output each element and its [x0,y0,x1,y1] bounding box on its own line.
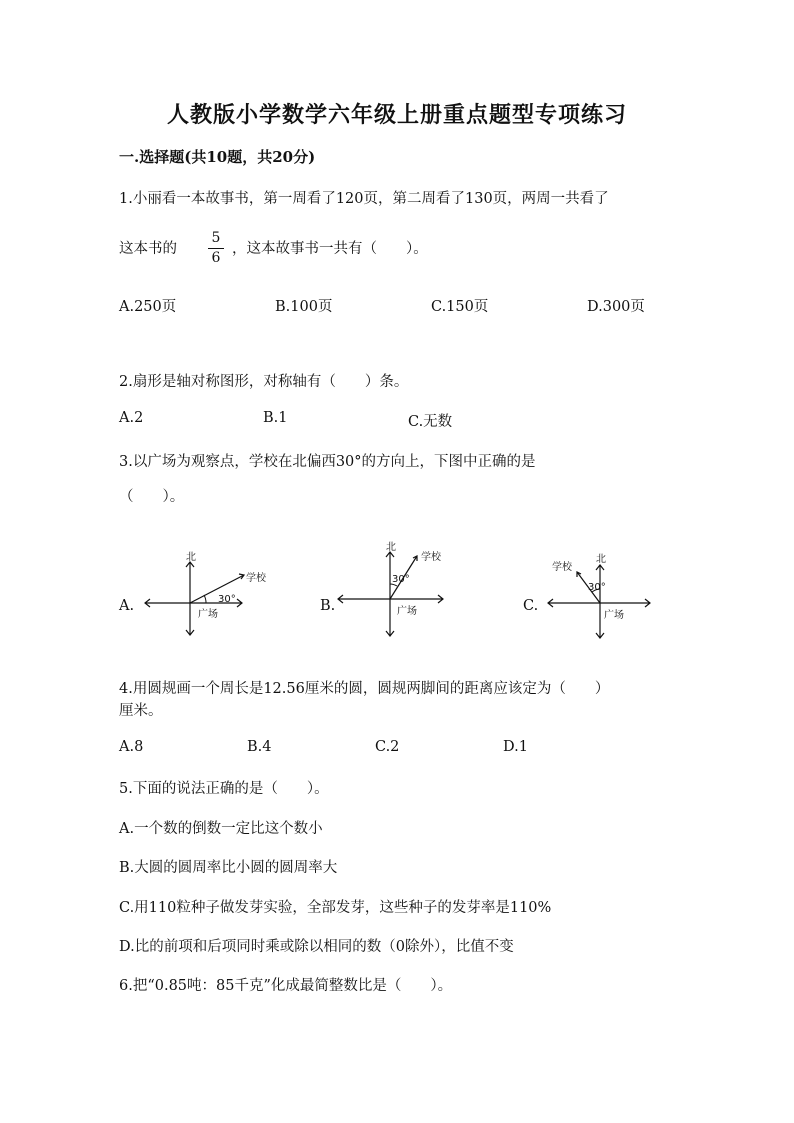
label-square: 广场 [397,606,417,617]
q1-option-d: D.300页 [587,299,645,315]
q5-option-d: D.比的前项和后项同时乘或除以相同的数（0除外），比值不变 [119,939,514,955]
question-3-blank: （ ）。 [119,489,185,505]
q4-option-b: B.4 [247,739,272,755]
label-north: 北 [596,554,606,565]
section-heading: 一.选择题(共10题，共20分) [119,148,316,166]
q2-option-a: A.2 [119,410,144,426]
label-school: 学校 [552,562,572,573]
question-6-text: 6.把“0.85吨：85千克”化成最简整数比是（ ）。 [119,978,453,994]
q1-option-b: B.100页 [275,299,333,315]
question-3-text: 3.以广场为观察点，学校在北偏西30°的方向上，下图中正确的是 [119,454,536,470]
question-2-text: 2.扇形是轴对称图形，对称轴有（ ）条。 [119,374,409,390]
label-school: 学校 [421,552,441,563]
direction-ray [190,575,244,603]
fraction-five-sixths [206,230,226,267]
q1-option-a: A.250页 [119,299,177,315]
q2-option-b: B.1 [263,410,288,426]
q3-option-c-label: C. [523,598,539,614]
question-1-text-post: ，这本故事书一共有（ ）。 [232,241,428,257]
angle-arc [204,595,206,603]
label-school: 学校 [246,573,266,584]
page-title: 人教版小学数学六年级上册重点题型专项练习 [166,102,627,128]
diagram-option-c [540,545,670,645]
label-angle: 30° [588,582,606,593]
q5-option-a: A.一个数的倒数一定比这个数小 [119,821,323,837]
diagram-option-a [140,550,270,640]
label-square: 广场 [604,610,624,621]
q4-option-d: D.1 [503,739,528,755]
diagram-option-b [335,540,465,640]
q5-option-b: B.大圆的圆周率比小圆的圆周率大 [119,860,338,876]
label-north: 北 [386,542,396,553]
q2-option-c: C.无数 [408,414,453,430]
q4-option-a: A.8 [119,739,144,755]
question-4-text-cont: 厘米。 [119,703,163,719]
question-5-text: 5.下面的说法正确的是（ ）。 [119,781,329,797]
question-1-text-pre: 这本书的 [119,241,177,257]
question-1-text: 1.小丽看一本故事书，第一周看了120页，第二周看了130页，两周一共看了 [119,191,609,207]
q5-option-c: C.用110粒种子做发芽实验，全部发芽，这些种子的发芽率是110% [119,900,552,916]
label-square: 广场 [198,609,218,620]
label-angle: 30° [218,594,236,605]
label-angle: 30° [392,574,410,585]
fraction-bar [208,248,224,249]
q4-option-c: C.2 [375,739,400,755]
label-north: 北 [186,552,196,563]
q3-option-a-label: A. [119,598,135,614]
q3-option-b-label: B. [320,598,336,614]
fraction-numerator: 5 [211,230,221,246]
fraction-denominator: 6 [211,250,221,266]
question-4-text: 4.用圆规画一个周长是12.56厘米的圆，圆规两脚间的距离应该定为（ ） [119,681,610,697]
q1-option-c: C.150页 [431,299,489,315]
